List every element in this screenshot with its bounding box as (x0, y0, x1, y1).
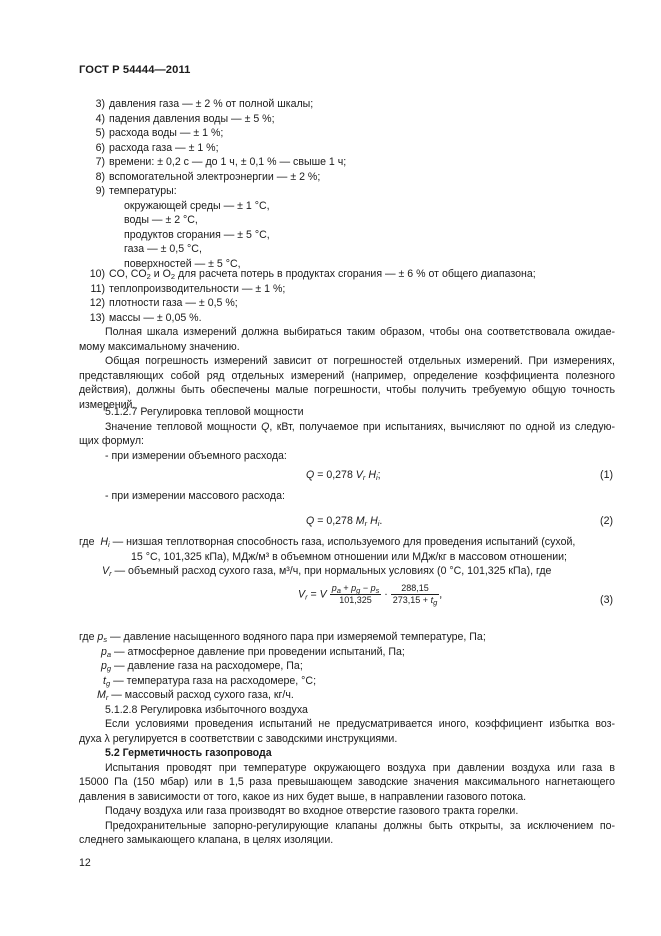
formula-1: Q = 0,278 $V_r$ $H_i$; (306, 469, 381, 482)
formula-3: $V_r = V$ $\frac{p_a + p_g - p_s}{101,325}$ · $\frac{288,15}{273,15 + t_g}$ , (298, 583, 443, 607)
sub-list-item: окружающей среды — ± 1 °С, (124, 199, 270, 212)
list-item: 12) плотности газа — ± 0,5 %; (89, 297, 238, 309)
paragraph-line: Общая погрешность измерений зависит от погрешностей отдельных измерений. При измерениях, (105, 355, 615, 367)
definition-line: где $H_i$ — низшая теплотворная способность газа, используемого для проведения испытаний (сухой, (79, 536, 576, 549)
formula-number: (1) (600, 469, 613, 481)
paragraph-line: представляющих собой ряд отдельных измерений (например, определение коэффициента полезного (79, 369, 615, 382)
sub-list-item: продуктов сгорания — ± 5 °С, (124, 228, 270, 241)
section-heading: 5.1.2.8 Регулировка избыточного воздуха (105, 703, 308, 716)
paragraph-line: 15000 Па (150 мбар) или в 1,5 раза превышающем заводские значения максимального нагнетающего (79, 776, 615, 788)
paragraph-line: следнего замыкающего клапана, в целях изоляции. (79, 834, 334, 846)
paragraph-line: духа λ регулируется в соответствии с заводскими инструкциями. (79, 732, 398, 745)
paragraph-line: давления в зависимости от того, какое из них будет выше, в направлении газового потока. (79, 790, 527, 803)
list-item: 6) расхода газа — ± 1 %; (95, 141, 219, 154)
list-item: 11) теплопроизводительности — ± 1 %; (90, 282, 286, 295)
fraction-temperature: $\frac{288,15}{273,15 + t_g}$ (392, 583, 438, 607)
definition-line: $p_g$ — давление газа на расходомере, Па; (101, 660, 303, 673)
paragraph-line: Если условиями проведения испытаний не предусматривается иного, коэффициент избытка воз- (105, 718, 615, 730)
definition-line: $M_r$ — массовый расход сухого газа, кг/ч. (97, 689, 294, 702)
paragraph-line: мому максимальному значению. (79, 340, 240, 353)
paragraph-line: Испытания проводят при температуре окружающего воздуха при давлении воздуха или газа в (105, 761, 615, 774)
paragraph-line: Значение тепловой мощности Q, кВт, получаемое при испытаниях, вычисляют по одной из следую- (105, 420, 615, 433)
paragraph-line: Полная шкала измерений должна выбираться таким образом, чтобы она соответствовала ожидае- (105, 326, 615, 338)
paragraph-line: Предохранительные запорно-регулирующие клапаны должны быть открыты, за исключением по- (105, 819, 615, 832)
paragraph-line: Подачу воздуха или газа производят во входное отверстие газового тракта горелки. (105, 805, 519, 817)
formula-label: - при измерении объемного расхода: (105, 449, 287, 462)
sub-list-item: поверхностей — ± 5 °С, (124, 257, 241, 270)
list-item: 10) CO, $CO_2$ и $O_2$ для расчета потерь в продуктах сгорания — ± 6 % от общего диапазона; (89, 268, 536, 281)
list-item: 8) вспомогательной электроэнергии — ± 2 %; (95, 170, 321, 183)
section-heading: 5.1.2.7 Регулировка тепловой мощности (105, 406, 304, 418)
list-item: 9) температуры: (95, 185, 177, 197)
paragraph-line: действия), должны быть обеспечены малые погрешности, чтобы получить требуемую общую точность (79, 384, 615, 396)
page-number: 12 (79, 857, 91, 869)
definition-line: где $p_s$ — давление насыщенного водяного пара при измеряемой температуре, Па; (79, 631, 486, 644)
paragraph-line: измерений. (79, 398, 136, 411)
definition-line: $V_r$ — объемный расход сухого газа, м³/ч, при нормальных условиях (0 °С, 101,325 кПа), где (102, 565, 552, 578)
sub-list-item: воды — ± 2 °С, (124, 214, 198, 226)
list-item: 5) расхода воды — ± 1 %; (95, 127, 224, 139)
section-heading: 5.2 Герметичность газопровода (105, 747, 272, 759)
definition-line: 15 °С, 101,325 кПа), МДж/м³ в объемном отношении или МДж/кг в массовом отношении; (131, 550, 567, 563)
formula-number: (2) (600, 515, 613, 527)
list-item: 3) давления газа — ± 2 % от полной шкалы; (95, 98, 314, 110)
sub-list-item: газа — ± 0,5 °С, (124, 243, 202, 255)
document-header: ГОСТ Р 54444—2011 (79, 64, 191, 76)
list-item: 4) падения давления воды — ± 5 %; (95, 112, 275, 125)
formula-label: - при измерении массового расхода: (105, 490, 285, 502)
list-item: 13) массы — ± 0,05 %. (89, 311, 202, 324)
list-item: 7) времени: ± 0,2 с — до 1 ч, ± 0,1 % — свыше 1 ч; (95, 156, 347, 168)
formula-2: Q = 0,278 $M_r$ $H_i$. (306, 515, 383, 528)
definition-line: $p_a$ — атмосферное давление при проведении испытаний, Па; (101, 645, 405, 659)
definition-line: $t_g$ — температура газа на расходомере, °С; (103, 674, 317, 688)
formula-number: (3) (600, 594, 613, 606)
paragraph-line: щих формул: (79, 435, 144, 447)
fraction-pressure: $\frac{p_a + p_g - p_s}{101,325}$ (331, 583, 380, 605)
